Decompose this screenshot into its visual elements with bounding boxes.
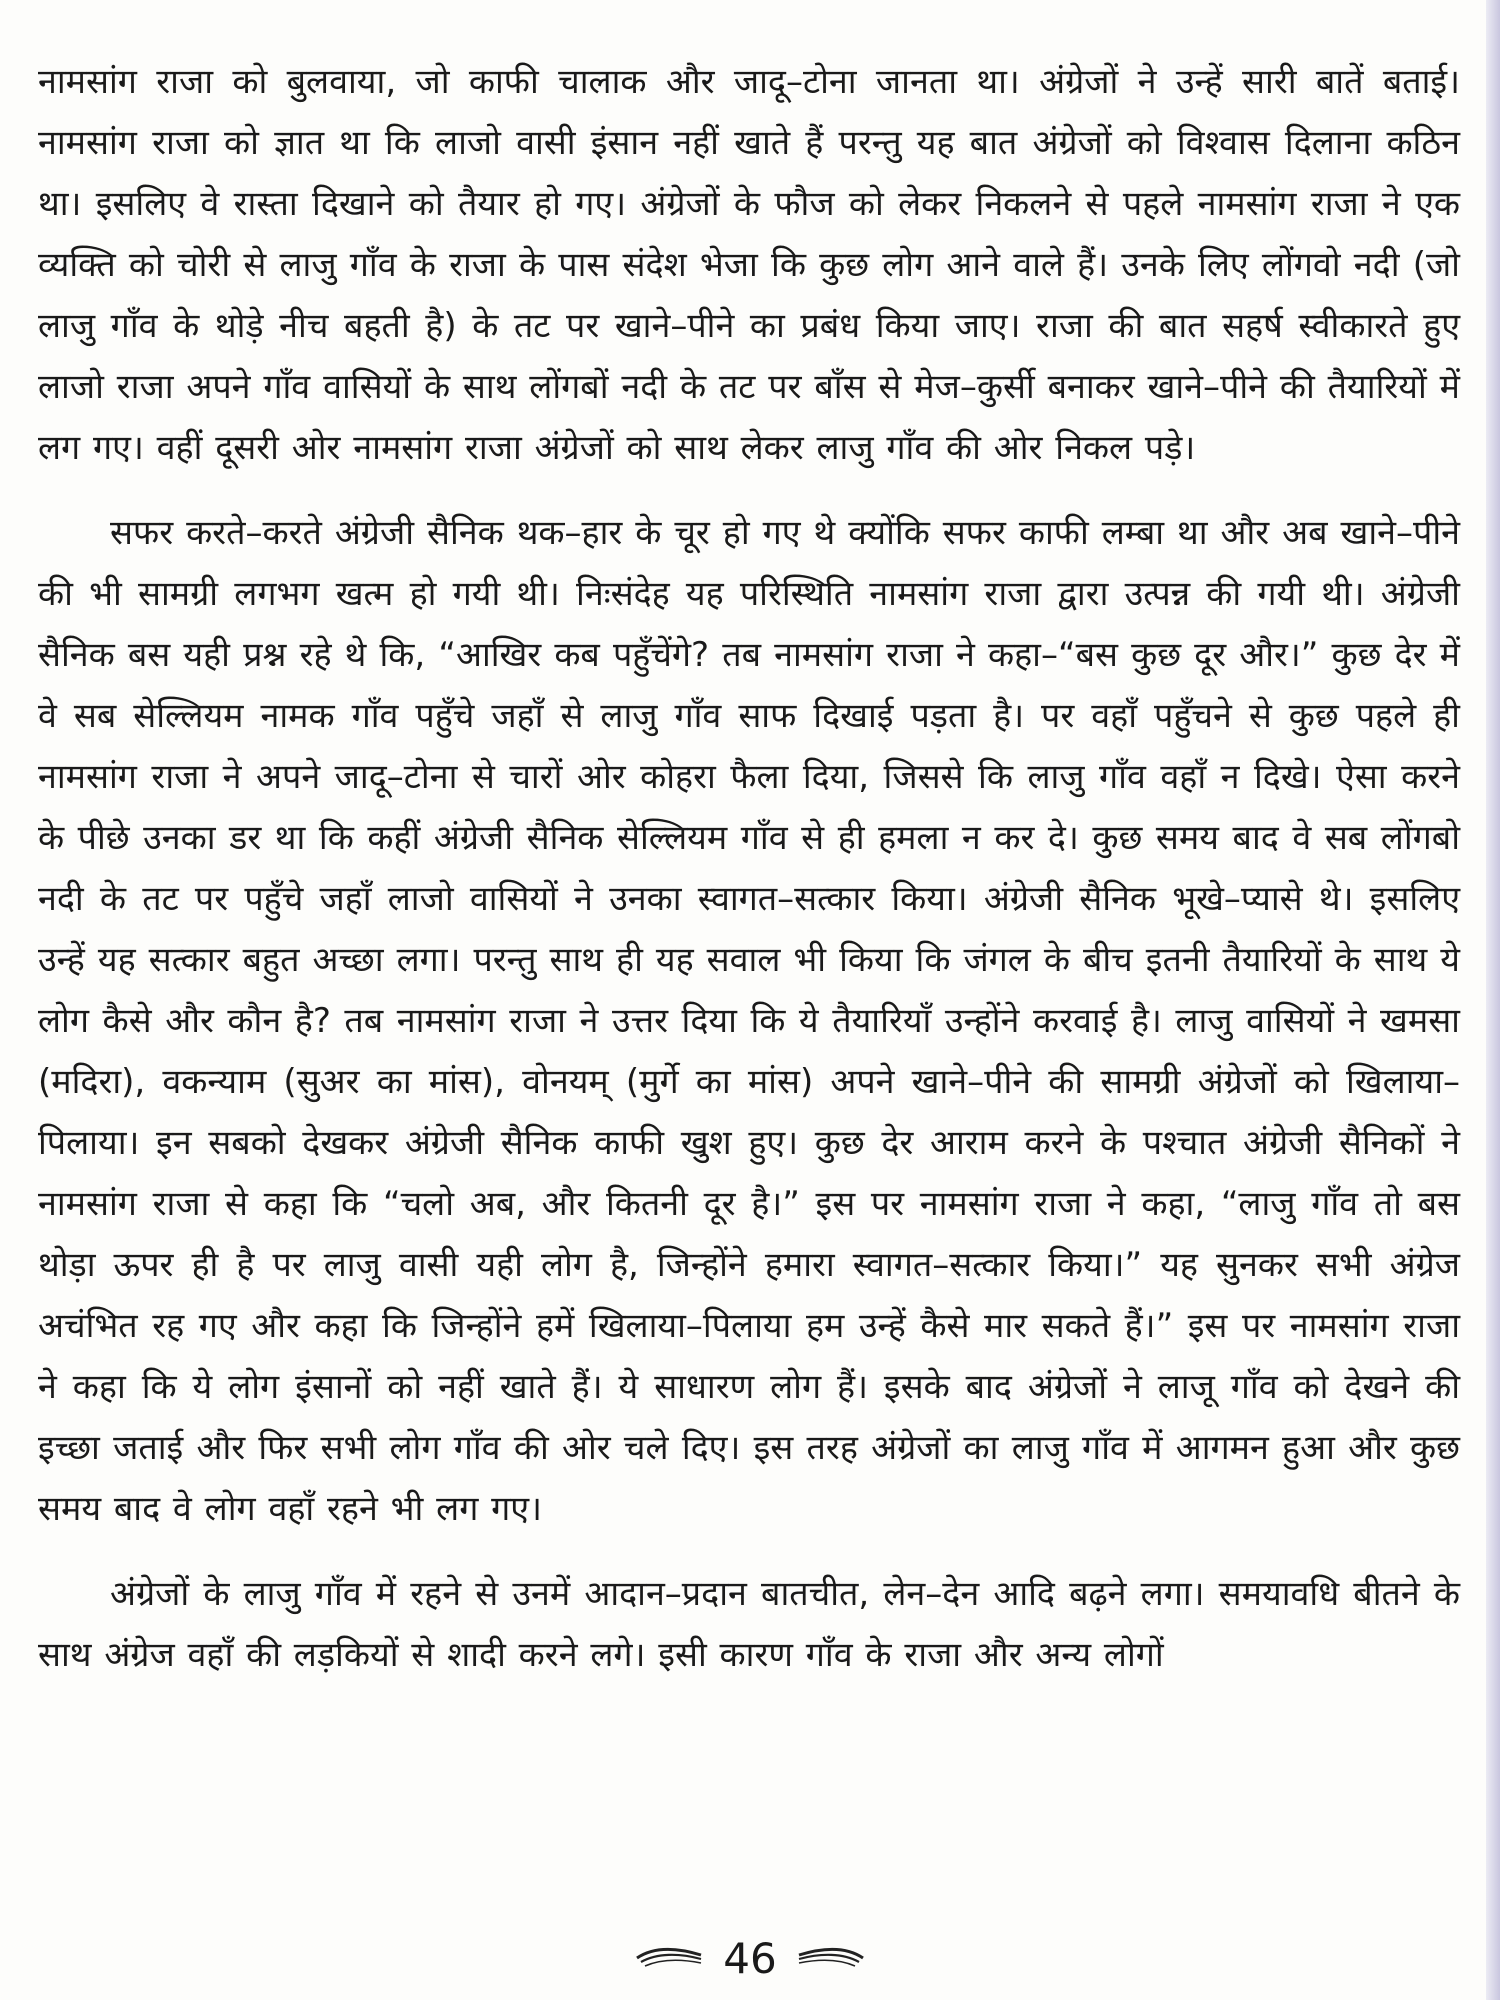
swirl-ornament-left-icon <box>635 1943 705 1973</box>
paragraph-1: नामसांग राजा को बुलवाया, जो काफी चालाक और जादू–टोना जानता था। अंग्रेजों ने उन्हें सारी बातें बताई। नामसांग राजा को ज्ञात था कि लाजो वासी इंसान नहीं खाते हैं परन्तु यह बात अंग्रेजों को विश्वास दिलाना कठिन था। इसलिए वे रास्ता दिखाने को तैयार हो गए। अंग्रेजों के फौज को लेकर निकलने से पहले नामसांग राजा ने एक व्यक्ति को चोरी से लाजु गाँव के राजा के पास संदेश भेजा कि कुछ लोग आने वाले हैं। उनके लिए लोंगवो नदी (जो लाजु गाँव के थोड़े नीच बहती है) के तट पर खाने–पीने का प्रबंध किया जाए। राजा की बात सहर्ष स्वीकारते हुए लाजो राजा अपने गाँव वासियों के साथ लोंगबों नदी के तट पर बाँस से मेज–कुर्सी बनाकर खाने–पीने की तैयारियों में लग गए। वहीं दूसरी ओर नामसांग राजा अंग्रेजों को साथ लेकर लाजु गाँव की ओर निकल पड़े। <box>38 62 1460 468</box>
page-number: 46 <box>723 1933 777 1983</box>
paragraph-3: अंग्रेजों के लाजु गाँव में रहने से उनमें आदान–प्रदान बातचीत, लेन–देन आदि बढ़ने लगा। समयावधि बीतने के साथ अंग्रेज वहाँ की लड़कियों से शादी करने लगे। इसी कारण गाँव के राजा और अन्य लोगों <box>38 1574 1460 1675</box>
paragraph-2: सफर करते–करते अंग्रेजी सैनिक थक–हार के चूर हो गए थे क्योंकि सफर काफी लम्बा था और अब खाने–पीने की भी सामग्री लगभग खत्म हो गयी थी। निःसंदेह यह परिस्थिति नामसांग राजा द्वारा उत्पन्न की गयी थी। अंग्रेजी सैनिक बस यही प्रश्न रहे थे कि, “आखिर कब पहुँचेंगे? तब नामसांग राजा ने कहा–“बस कुछ दूर और।” कुछ देर में वे सब सेल्लियम नामक गाँव पहुँचे जहाँ से लाजु गाँव साफ दिखाई पड़ता है। पर वहाँ पहुँचने से कुछ पहले ही नामसांग राजा ने अपने जादू–टोना से चारों ओर कोहरा फैला दिया, जिससे कि लाजु गाँव वहाँ न दिखे। ऐसा करने के पीछे उनका डर था कि कहीं अंग्रेजी सैनिक सेल्लियम गाँव से ही हमला न कर दे। कुछ समय बाद वे सब लोंगबो नदी के तट पर पहुँचे जहाँ लाजो वासियों ने उनका स्वागत–सत्कार किया। अंग्रेजी सैनिक भूखे–प्यासे थे। इसलिए उन्हें यह सत्कार बहुत अच्छा लगा। परन्तु साथ ही यह सवाल भी किया कि जंगल के बीच इतनी तैयारियों के साथ ये लोग कैसे और कौन है? तब नामसांग राजा ने उत्तर दिया कि ये तैयारियाँ उन्होंने करवाई है। लाजु वासियों ने खमसा (मदिरा), वकन्याम (सुअर का मांस), वोनयम् (मुर्गे का मांस) अपने खाने–पीने की सामग्री अंग्रेजों को खिलाया–पिलाया। इन सबको देखकर अंग्रेजी सैनिक काफी खुश हुए। कुछ देर आराम करने के पश्चात अंग्रेजी सैनिकों ने नामसांग राजा से कहा कि “चलो अब, और कितनी दूर है।” इस पर नामसांग राजा ने कहा, “लाजु गाँव तो बस थोड़ा ऊपर ही है पर लाजु वासी यही लोग है, जिन्होंने हमारा स्वागत–सत्कार किया।” यह सुनकर सभी अंग्रेज अचंभित रह गए और कहा कि जिन्होंने हमें खिलाया–पिलाया हम उन्हें कैसे मार सकते हैं।” इस पर नामसांग राजा ने कहा कि ये लोग इंसानों को नहीं खाते हैं। ये साधारण लोग हैं। इसके बाद अंग्रेजों ने लाजू गाँव को देखने की इच्छा जताई और फिर सभी लोग गाँव की ओर चले दिए। इस तरह अंग्रेजों का लाजु गाँव में आगमन हुआ और कुछ समय बाद वे लोग वहाँ रहने भी लग गए। <box>38 513 1460 1529</box>
page-footer <box>0 1928 1500 1988</box>
page-edge <box>1486 0 1500 2000</box>
swirl-ornament-right-icon <box>795 1943 865 1973</box>
page-body <box>38 52 1460 1710</box>
